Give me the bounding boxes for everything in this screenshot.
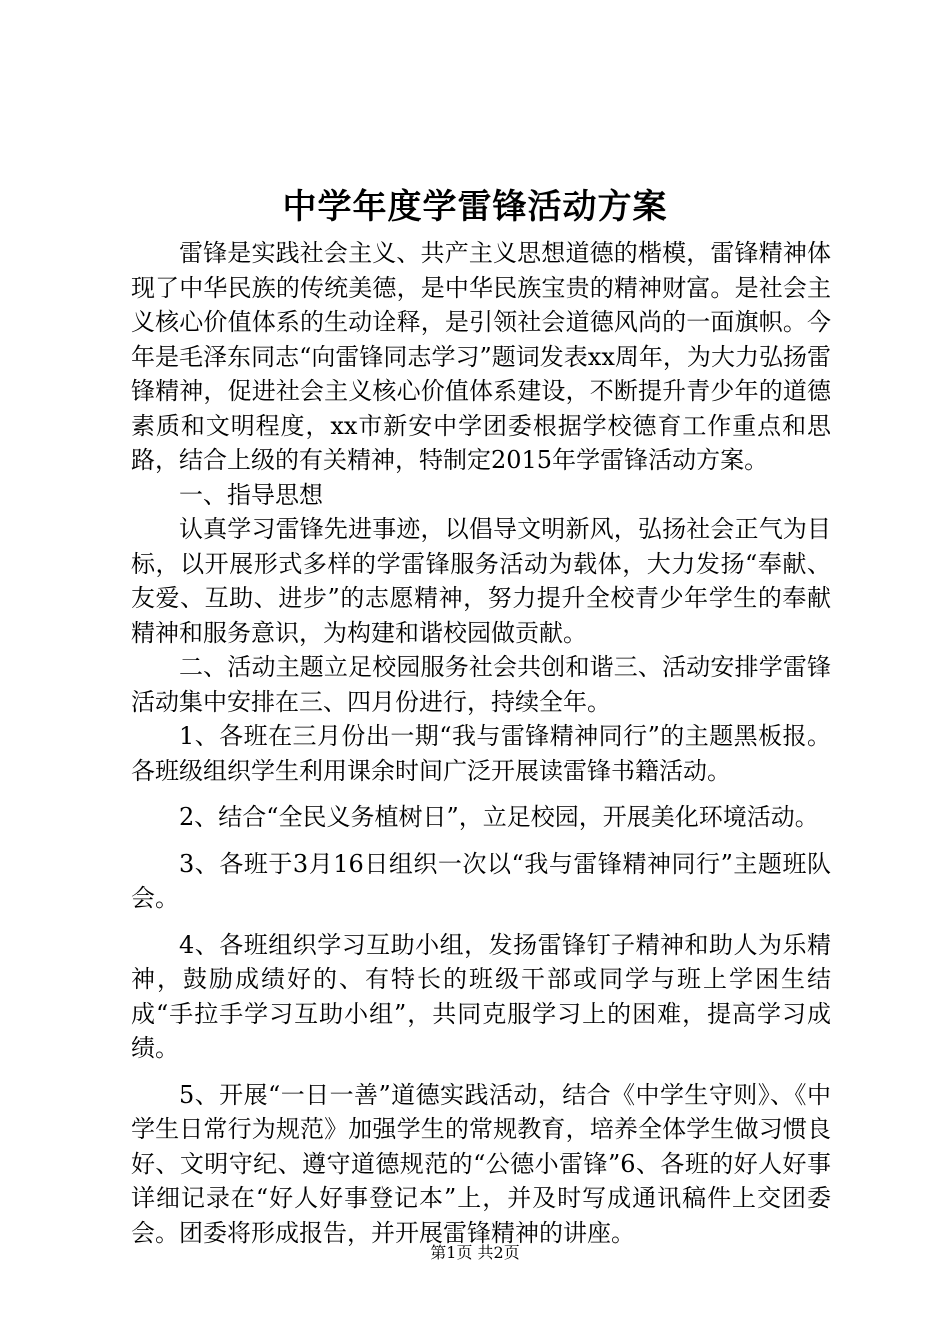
paragraph-intro: 雷锋是实践社会主义、共产主义思想道德的楷模，雷锋精神体现了中华民族的传统美德，是中华民族宝贵的精神财富。是社会主义核心价值体系的生动诠释，是引领社会道德风尚的一面旗帜。今年是毛泽东同志“向雷锋同志学习”题词发表xx周年，为大力弘扬雷锋精神，促进社会主义核心价值体系建设，不断提升青少年的道德素质和文明程度，xx市新安中学团委根据学校德育工作重点和思路，结合上级的有关精神，特制定2015年学雷锋活动方案。 [131, 239, 831, 474]
paragraph-theme-arrangement: 二、活动主题立足校园服务社会共创和谐三、活动安排学雷锋活动集中安排在三、四月份进行，持续全年。 [131, 653, 831, 716]
page-number-footer: 第1页 共2页 [430, 1243, 520, 1262]
paragraph-guiding-ideology: 认真学习雷锋先进事迹，以倡导文明新风，弘扬社会正气为目标，以开展形式多样的学雷锋服务活动为载体，大力发扬“奉献、友爱、互助、进步”的志愿精神，努力提升全校青少年学生的奉献精神和服务意识，为构建和谐校园做贡献。 [131, 515, 831, 647]
document-title: 中学年度学雷锋活动方案 [282, 187, 668, 227]
paragraph-item-2: 2、结合“全民义务植树日”，立足校园，开展美化环境活动。 [179, 803, 819, 831]
paragraph-item-1: 1、各班在三月份出一期“我与雷锋精神同行”的主题黑板报。各班级组织学生利用课余时间广泛开展读雷锋书籍活动。 [131, 722, 831, 785]
paragraph-item-3: 3、各班于3月16日组织一次以“我与雷锋精神同行”主题班队会。 [131, 849, 831, 912]
heading-guiding-ideology: 一、指导思想 [179, 480, 323, 509]
paragraph-item-5: 5、开展“一日一善”道德实践活动，结合《中学生守则》、《中学生日常行为规范》加强学生的常规教育，培养全体学生做习惯良好、文明守纪、遵守道德规范的“公德小雷锋”6、各班的好人好事详细记录在“好人好事登记本”上，并及时写成通讯稿件上交团委会。团委将形成报告，并开展雷锋精神的讲座。 [131, 1080, 831, 1247]
paragraph-item-4: 4、各班组织学习互助小组，发扬雷锋钉子精神和助人为乐精神，鼓励成绩好的、有特长的班级干部或同学与班上学困生结成“手拉手学习互助小组”，共同克服学习上的困难，提高学习成绩。 [131, 930, 831, 1062]
document-body [131, 236, 831, 1250]
